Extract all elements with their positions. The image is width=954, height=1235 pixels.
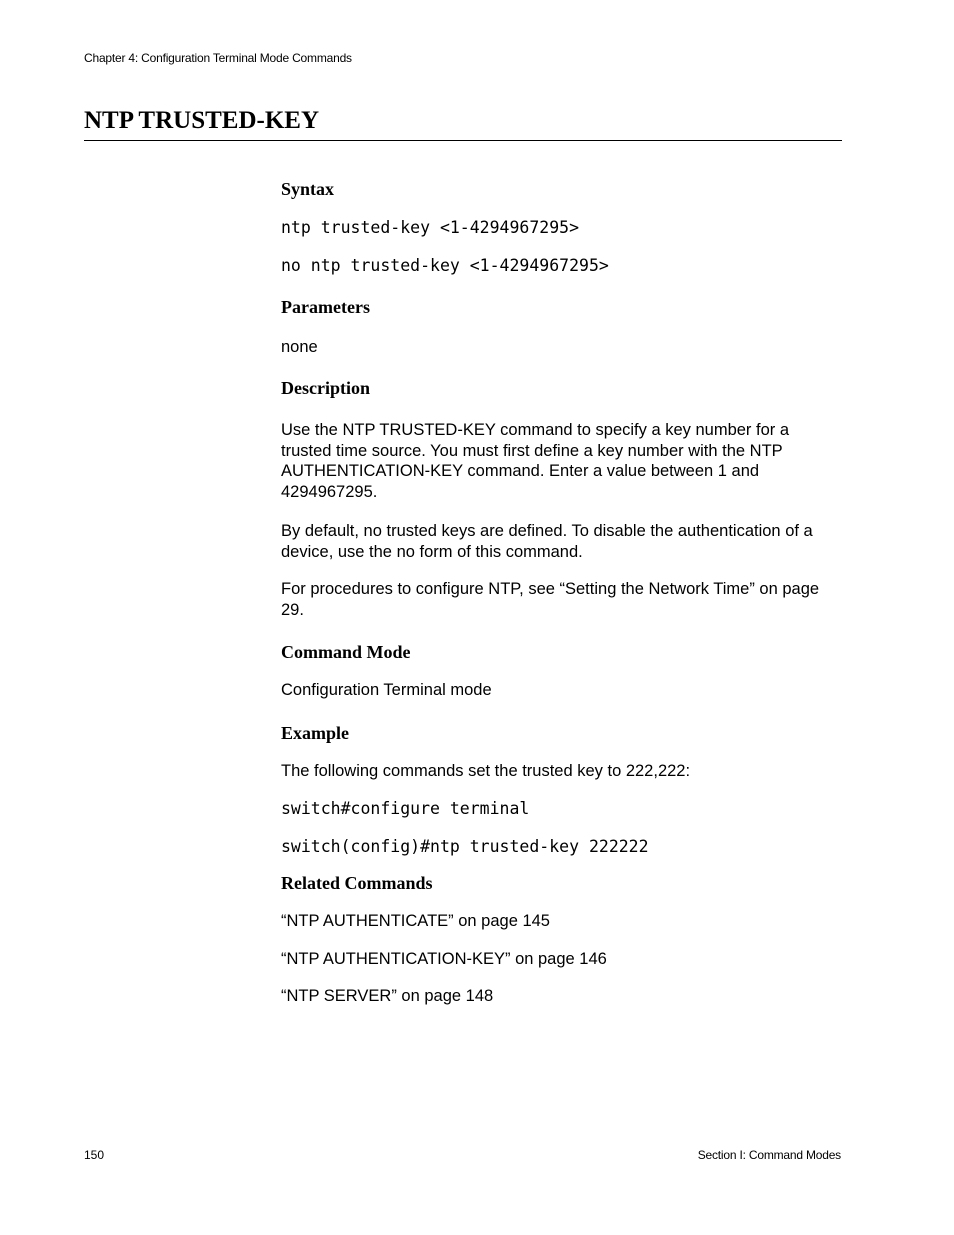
- example-command: switch(config)#ntp trusted-key 222222: [281, 837, 649, 856]
- description-heading: Description: [281, 378, 370, 398]
- example-heading: Example: [281, 723, 350, 743]
- page-number: 150: [84, 1148, 105, 1162]
- command-mode-heading: Command Mode: [281, 642, 411, 662]
- syntax-line-no-form: no ntp trusted-key <1-4294967295>: [281, 256, 609, 275]
- syntax-heading: Syntax: [281, 179, 335, 199]
- title-rule: [84, 140, 842, 141]
- description-paragraph: For procedures to configure NTP, see “Setting the Network Time” on page 29.: [281, 580, 820, 619]
- description-paragraph: Use the NTP TRUSTED-KEY command to specify a key number for a trusted time source. You must first define a key number with the NTP AUTHENTICATION-KEY command. Enter a value between 1 and 4294967295.: [281, 421, 790, 501]
- running-header: Chapter 4: Configuration Terminal Mode Commands: [84, 51, 352, 65]
- example-command: switch#configure terminal: [281, 799, 530, 818]
- parameters-text: none: [281, 338, 318, 356]
- related-command-link[interactable]: “NTP SERVER” on page 148: [281, 987, 494, 1005]
- related-command-link[interactable]: “NTP AUTHENTICATE” on page 145: [281, 912, 550, 930]
- description-paragraph: By default, no trusted keys are defined. To disable the authentication of a device, use the no form of this command.: [281, 522, 813, 561]
- section-footer: Section I: Command Modes: [697, 1148, 841, 1162]
- example-intro: The following commands set the trusted key to 222,222:: [281, 762, 691, 780]
- parameters-heading: Parameters: [281, 297, 370, 317]
- related-commands-heading: Related Commands: [281, 873, 433, 893]
- command-mode-text: Configuration Terminal mode: [281, 681, 492, 699]
- page-title: NTP TRUSTED-KEY: [84, 107, 320, 134]
- related-command-link[interactable]: “NTP AUTHENTICATION-KEY” on page 146: [281, 950, 607, 968]
- syntax-line: ntp trusted-key <1-4294967295>: [281, 218, 580, 237]
